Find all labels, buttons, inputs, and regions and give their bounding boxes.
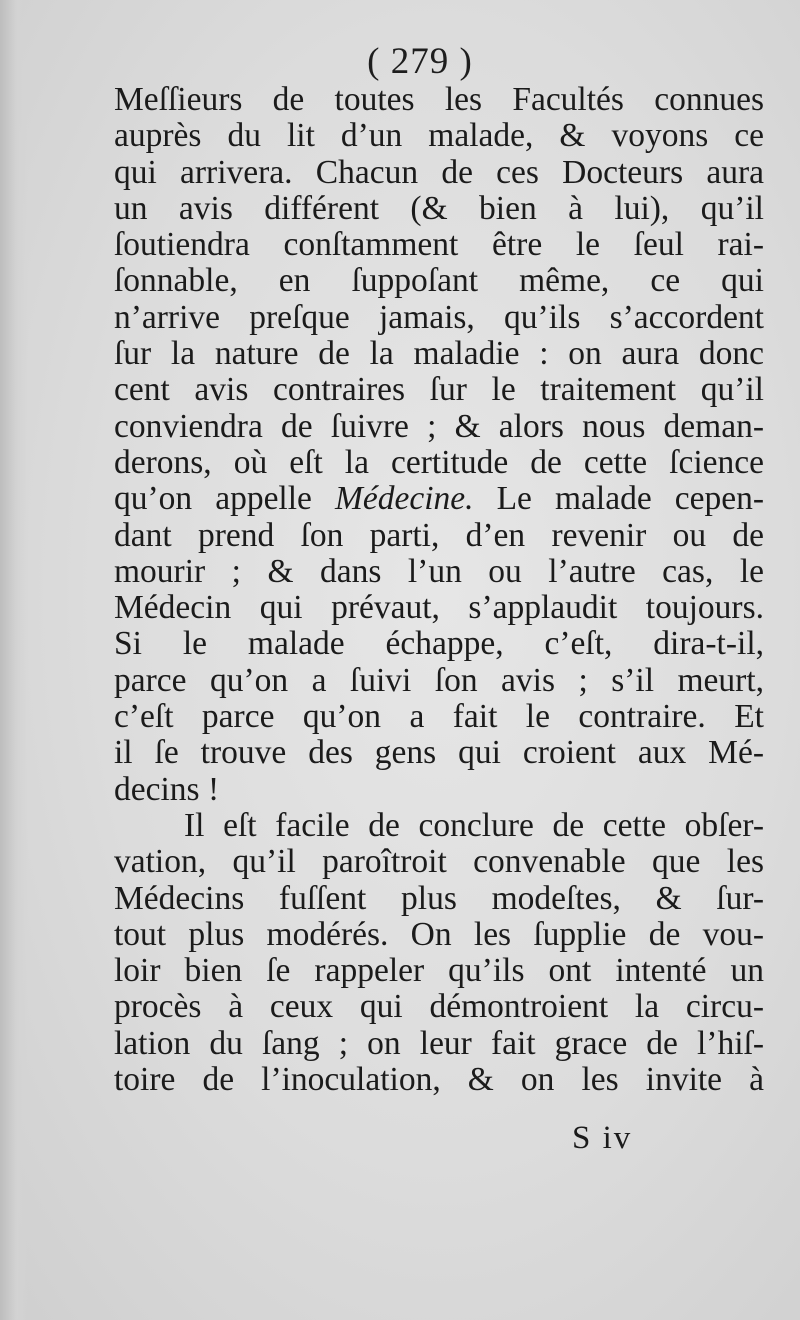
text-line: Médecin qui prévaut, s’applaudit toujours. — [114, 589, 764, 627]
text-line: vation, qu’il paroîtroit convenable que les — [114, 843, 764, 881]
page-number: ( 279 ) — [367, 41, 473, 82]
text-line: mourir ; & dans l’un ou l’autre cas, le — [114, 552, 764, 590]
text-line: Meſſieurs de toutes les Facultés connues — [114, 81, 764, 118]
text-line: parce qu’on a ſuivi ſon avis ; s’il meurt, — [114, 661, 764, 699]
text-line: procès à ceux qui démontroient la circu- — [114, 988, 764, 1026]
italic-term: Médecine. — [334, 480, 474, 518]
text-line: loir bien ſe rappeler qu’ils ont intenté un — [114, 952, 764, 990]
text-segment: Le malade cepen- — [473, 480, 764, 518]
text-line: Si le malade échappe, c’eſt, dira-t-il, — [114, 625, 764, 663]
text-line: ſonnable, en ſuppoſant même, ce qui — [114, 262, 764, 300]
text-line: Il eſt facile de conclure de cette obſer- — [184, 806, 764, 844]
text-line: toire de l’inoculation, & on les invite à — [114, 1061, 764, 1099]
text-line: conviendra de ſuivre ; & alors nous deman- — [114, 407, 764, 445]
text-segment: qu’on appelle — [114, 480, 335, 518]
signature-mark: S iv — [572, 1120, 633, 1156]
gutter-shadow — [0, 0, 28, 1320]
text-line: n’arrive preſque jamais, qu’ils s’accordent — [114, 298, 764, 336]
text-line: lation du ſang ; on leur fait grace de l’hiſ- — [114, 1024, 764, 1062]
text-line: qui arrivera. Chacun de ces Docteurs aura — [114, 153, 764, 191]
text-line: ſoutiendra conſtamment être le ſeul rai- — [114, 226, 764, 264]
text-line-with-italic — [114, 481, 764, 517]
text-line: tout plus modérés. On les ſupplie de vou- — [114, 915, 764, 953]
text-line: dant prend ſon parti, d’en revenir ou de — [114, 516, 764, 554]
text-line: il ſe trouve des gens qui croient aux Mé- — [114, 734, 764, 772]
text-line: auprès du lit d’un malade, & voyons ce — [114, 117, 764, 155]
text-line: cent avis contraires ſur le traitement qu’il — [114, 371, 764, 409]
text-line: Médecins fuſſent plus modeſtes, & ſur- — [114, 879, 764, 917]
text-line: derons, où eſt la certitude de cette ſcience — [114, 443, 764, 481]
text-line: decins ! — [114, 770, 220, 808]
text-line: c’eſt parce qu’on a fait le contraire. Et — [114, 698, 764, 736]
body-text — [114, 82, 764, 1098]
text-line: un avis différent (& bien à lui), qu’il — [114, 189, 764, 227]
text-line: ſur la nature de la maladie : on aura donc — [114, 335, 764, 373]
